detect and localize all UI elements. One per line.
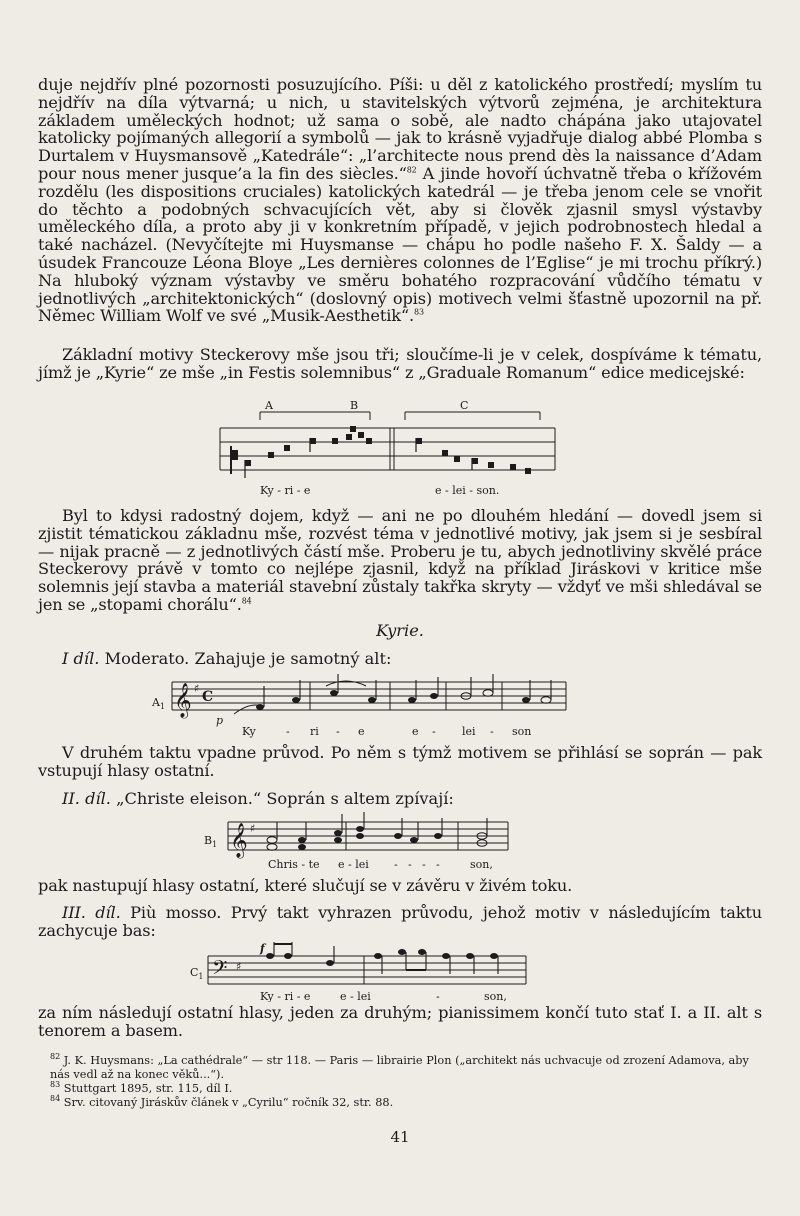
footnote-82 <box>38 1054 762 1082</box>
common-time-icon: C <box>202 689 214 705</box>
body-paragraph-3 <box>38 507 762 614</box>
lyric: - <box>408 858 412 871</box>
treble-clef-icon: 𝄞 <box>230 823 248 858</box>
chant-staff-svg <box>210 398 560 502</box>
footnote-ref-83: 83 <box>414 307 424 317</box>
marker-b: B <box>350 399 359 412</box>
neumes <box>245 426 531 474</box>
part-1-line <box>62 650 391 668</box>
lyric: son, <box>484 990 507 1002</box>
example-b1-svg <box>202 812 522 874</box>
paragraph-text: pak nastupují hlasy ostatní, které slučují se v závěru v živém toku. <box>38 876 573 895</box>
part-3-text: Più mosso. Prvý takt vyhrazen průvodu, jehož motiv v následujícím taktu zachycuje bas: <box>38 903 762 940</box>
footnote-number: 84 <box>50 1094 61 1104</box>
lyric: - <box>336 725 340 738</box>
notes <box>298 826 442 850</box>
footnote-number: 83 <box>50 1080 61 1090</box>
paragraph-text: A jinde hovoří úchvatně třeba o křížovém rozdělu (les dispositions cruciales) katolických katedrál — je třeba jenom cele se vnořit do těchto a podobných schvacujících vět, aby si člověk zjasnil smysl výstavby uměleckého díla, a proto aby ji v konkretním případě, v jejich podrobnostech hledal a také nacházel. (Nevyčítejte mi Huysmanse — chápu ho podle našeho F. X. Šaldy — a úsudek Francouze Léona Bloye „Les dernières colonnes de l’Eglise“ je mi trochu příkrý.) Na hluboký význam výstavby ve směru bohatého rozpracování vůdčího tématu v jednotlivých „architektonických“ (doslovný opis) motivech velmi šťastně upozornil na př. Němec William Wolf ve své „Musik-Aesthetik“. <box>38 163 762 326</box>
lyric: - <box>432 725 436 738</box>
theme-notation <box>210 398 560 502</box>
footnote-ref-82: 82 <box>406 165 417 175</box>
footnote-83 <box>38 1082 762 1096</box>
paragraph-text: duje nejdřív plné pozornosti posuzujícího. Píši: u děl z katolického prostředí; myslím tu nejdřív na díla výtvarná; u nich, u stavitelských výtvorů zejména, je architektura základem uměleckých hodnot; už sama o sobě, ale nadto chápána jako utajovatel katolicky pojímaných allegorií a symbolů — jak to krásně vyjadřuje dialog abbé Plomba s Durtalem v Huysmansově „Katedrále“: „l’architecte nous prend dès la naissance d’Adam pour nous mener jusque’a la fin des siècles.“ <box>38 75 762 183</box>
example-b1 <box>202 812 522 874</box>
bass-clef-icon: 𝄢 <box>212 956 228 984</box>
part-1-label: I díl. <box>62 649 100 668</box>
staff-lines <box>172 682 566 710</box>
lyric: e - lei <box>338 858 369 871</box>
lyric: e - lei <box>340 990 371 1002</box>
staff-lines <box>220 428 555 470</box>
footnote-84 <box>38 1096 762 1110</box>
page-number: 41 <box>390 1128 410 1146</box>
neume-stems <box>245 438 472 478</box>
footnote-text: J. K. Huysmans: „La cathédrale“ — str 118. — Paris — librairie Plon („architekt nás uchvacuje od zrození Adamova, aby nás vedl až na konec věků...“). <box>50 1054 749 1081</box>
body-paragraph-1 <box>38 76 762 325</box>
marker-c: C <box>460 399 469 412</box>
after-example-c <box>38 1004 762 1040</box>
sharp-icon: ♯ <box>236 960 242 973</box>
part-3-paragraph <box>38 904 762 940</box>
lyric: e <box>358 725 365 738</box>
lyric: - <box>436 858 440 871</box>
note-stems <box>274 942 498 974</box>
lyric: - <box>286 725 290 738</box>
after-example-a <box>38 744 762 780</box>
after-example-b <box>38 877 762 895</box>
lyric: son <box>512 725 532 738</box>
footnote-text: Stuttgart 1895, str. 115, díl I. <box>63 1082 233 1095</box>
footnotes <box>38 1054 762 1110</box>
theme-lyrics-right: e - lei - son. <box>435 484 500 497</box>
part-2-line <box>62 790 454 808</box>
lyric: - <box>436 990 440 1002</box>
lyric: lei <box>462 725 476 738</box>
treble-clef-icon: 𝄞 <box>174 683 192 718</box>
lyric: Ky - ri - e <box>260 990 311 1002</box>
lyric: son, <box>470 858 493 871</box>
lyric: - <box>422 858 426 871</box>
sharp-icon: ♯ <box>250 822 256 835</box>
lyric: e <box>412 725 419 738</box>
part-2-text: „Christe eleison.“ Soprán s altem zpívají: <box>116 789 454 808</box>
part-3-label: III. díl. <box>62 903 121 922</box>
lyric: - <box>490 725 494 738</box>
theme-lyrics-left: Ky - ri - e <box>260 484 311 497</box>
staff-lines <box>228 822 508 850</box>
paragraph-text: V druhém taktu vpadne průvod. Po něm s týmž motivem se přihlásí se soprán — pak vstupují hlasy ostatní. <box>38 743 762 780</box>
example-a1 <box>150 672 570 742</box>
paragraph-text: za ním následují ostatní hlasy, jeden za druhým; pianissimem končí tuto stať I. a II. alt s tenorem a basem. <box>38 1003 762 1040</box>
lyric: Ky <box>242 725 256 738</box>
example-c-lyrics <box>260 990 507 1002</box>
dynamic-mark: f <box>260 942 265 955</box>
lyric: ri <box>310 725 319 738</box>
part-1-text: Moderato. Zahajuje je samotný alt: <box>104 649 392 668</box>
paragraph-text: Byl to kdysi radostný dojem, když — ani ne po dlouhém hledání — dovedl jsem si zjistit tématickou základnu mše, rozvést téma v jednotlivé motivy, jak jsem si je sesbíral — nijak pracně — z jednotlivých částí mše. Proberu je tu, abych jednotliviny skvělé práce Steckerovy právě v tomto co nejlépe zjasnil, když na příklad Jiráskovi v kritice mše solemnis její stavba a materiál stavební zůstaly takřka skryty — vždyť ve mši shledával se jen se „stopami chorálu“. <box>38 506 762 614</box>
kyrie-heading: Kyrie. <box>376 621 424 640</box>
note-stems <box>264 674 551 707</box>
footnote-text: Srv. citovaný Jiráskův článek v „Cyrilu“ ročník 32, str. 88. <box>63 1096 394 1109</box>
example-c-label: $C_1$ <box>190 966 204 981</box>
dynamic-mark: p <box>216 714 224 727</box>
example-a1-svg <box>150 672 570 742</box>
example-a-label: $A_1$ <box>152 696 166 711</box>
marker-a: A <box>265 399 273 412</box>
example-c1-svg <box>190 940 530 1002</box>
example-c1 <box>190 940 530 1002</box>
c-clef-icon <box>232 450 238 460</box>
body-paragraph-2 <box>38 346 762 382</box>
staff-lines <box>208 956 526 984</box>
sharp-icon: ♯ <box>194 682 200 695</box>
example-a-lyrics <box>242 725 531 738</box>
paragraph-text: Základní motivy Steckerovy mše jsou tři; sloučíme-li je v celek, dospíváme k tématu, jímž je „Kyrie“ ze mše „in Festis solemnibus“ z „Graduale Romanum“ edice medicejské: <box>38 345 762 382</box>
notes <box>256 690 530 710</box>
lyric: Chris - te <box>268 858 320 871</box>
footnote-ref-84: 84 <box>241 596 252 606</box>
lyric: - <box>394 858 398 871</box>
example-b-lyrics <box>268 858 493 871</box>
footnote-number: 82 <box>50 1052 61 1062</box>
part-2-label: II. díl. <box>62 789 111 808</box>
example-b-label: $B_1$ <box>204 834 218 849</box>
